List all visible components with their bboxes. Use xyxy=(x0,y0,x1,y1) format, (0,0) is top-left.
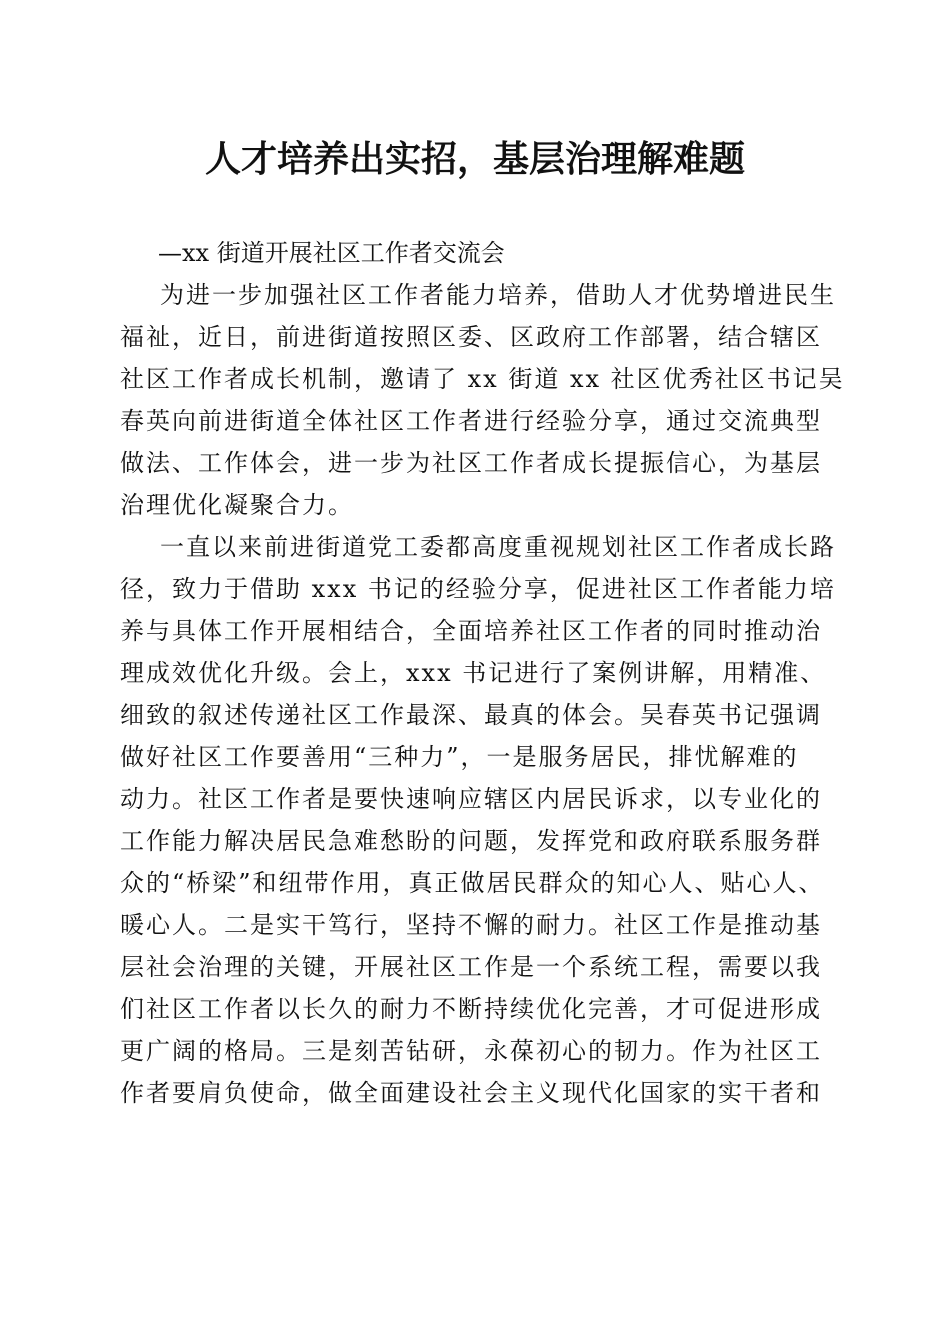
paragraph-line: 动力。社区工作者是要快速响应辖区内居民诉求，以专业化的 xyxy=(120,785,822,813)
paragraph-line: 细致的叙述传递社区工作最深、最真的体会。吴春英书记强调 xyxy=(120,701,822,729)
paragraph-line: 工作能力解决居民急难愁盼的问题，发挥党和政府联系服务群 xyxy=(120,827,822,855)
paragraph-line: 们社区工作者以长久的耐力不断持续优化完善，才可促进形成 xyxy=(120,995,822,1023)
document-body xyxy=(120,232,845,1114)
paragraph-line: 作者要肩负使命，做全面建设社会主义现代化国家的实干者和 xyxy=(120,1079,822,1107)
paragraph-1 xyxy=(120,274,845,526)
paragraph-line: 做好社区工作要善用“三种力”，一是服务居民，排忧解难的 xyxy=(120,743,799,771)
paragraph-line: 更广阔的格局。三是刻苦钻研，永葆初心的韧力。作为社区工 xyxy=(120,1037,822,1065)
paragraph-line: 径，致力于借助 xxx 书记的经验分享，促进社区工作者能力培 xyxy=(120,575,836,603)
paragraph-line: 一直以来前进街道党工委都高度重视规划社区工作者成长路 xyxy=(160,533,836,561)
paragraph-line: 春英向前进街道全体社区工作者进行经验分享，通过交流典型 xyxy=(120,407,822,435)
document-subtitle: —xx 街道开展社区工作者交流会 xyxy=(158,239,505,267)
paragraph-line: 暖心人。二是实干笃行，坚持不懈的耐力。社区工作是推动基 xyxy=(120,911,822,939)
paragraph-line: 社区工作者成长机制，邀请了 xx 街道 xx 社区优秀社区书记吴 xyxy=(120,365,845,393)
document-title: 人才培养出实招，基层治理解难题 xyxy=(204,139,745,180)
paragraph-line: 治理优化凝聚合力。 xyxy=(120,491,354,519)
paragraph-line: 层社会治理的关键，开展社区工作是一个系统工程，需要以我 xyxy=(120,953,822,981)
paragraph-line: 养与具体工作开展相结合，全面培养社区工作者的同时推动治 xyxy=(120,617,822,645)
paragraph-line: 为进一步加强社区工作者能力培养，借助人才优势增进民生 xyxy=(160,281,836,309)
paragraph-line: 众的“桥梁”和纽带作用，真正做居民群众的知心人、贴心人、 xyxy=(120,869,825,897)
paragraph-line: 理成效优化升级。会上，xxx 书记进行了案例讲解，用精准、 xyxy=(120,659,827,687)
paragraph-line: 做法、工作体会，进一步为社区工作者成长提振信心，为基层 xyxy=(120,449,822,477)
paragraph-2 xyxy=(120,526,836,1114)
paragraph-line: 福祉，近日，前进街道按照区委、区政府工作部署，结合辖区 xyxy=(120,323,822,351)
